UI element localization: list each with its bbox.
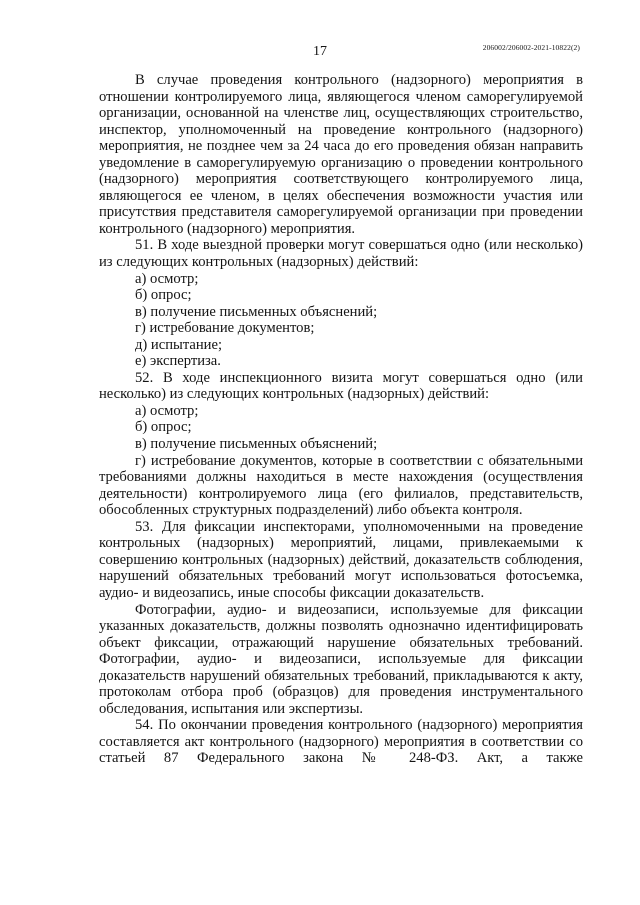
list-item: б) опрос;	[135, 419, 192, 436]
paragraph-51: 51. В ходе выездной проверки могут совершаться одно (или несколько) из следующих контрольных (надзорных) действий:	[99, 237, 583, 271]
list-item: а) осмотр;	[135, 270, 199, 287]
paragraph-photo-evidence: Фотографии, аудио- и видеозаписи, используемые для фиксации указанных доказательств, должны позволять однозначно идентифицировать объект фиксации, отражающий нарушение обязательных требований. Фотографии, аудио- и видеозаписи, используемые для фиксации доказательств нарушений обязательных требований, прикладываются к акту, протоколам отбора проб (образцов) для проведения инструментального обследования, испытания или экспертизы.	[99, 601, 583, 717]
paragraph-sro-notification: В случае проведения контрольного (надзорного) мероприятия в отношении контролируемого лица, являющегося членом саморегулируемой организации, основанной на членстве лиц, осуществляющих строительство, инспектор, уполномоченный на проведение контрольного (надзорного) мероприятия, не позднее чем за 24 часа до его проведения обязан направить уведомление в саморегулируемую организацию о проведении контрольного (надзорного) мероприятия соответствующего контролируемого лица, являющегося ее членом, в целях обеспечения возможности участия или присутствия представителя саморегулируемой организации при проведении контрольного (надзорного) мероприятия.	[99, 72, 583, 237]
document-body	[99, 72, 583, 767]
paragraph-52: 52. В ходе инспекционного визита могут совершаться одно (или несколько) из следующих контрольных (надзорных) действий:	[99, 369, 583, 403]
list-item: е) экспертиза.	[135, 353, 221, 370]
list-item: а) осмотр;	[135, 402, 199, 419]
list-item: б) опрос;	[135, 287, 192, 304]
list-item-documents: г) истребование документов, которые в соответствии с обязательными требованиями должны находиться в месте нахождения (осуществления деятельности) контролируемого лица (его филиалов, представительств, обособленных структурных подразделений) либо объекта контроля.	[99, 452, 583, 519]
document-id: 206002/206002-2021-10822(2)	[482, 43, 580, 52]
list-item: в) получение письменных объяснений;	[135, 303, 378, 320]
paragraph-53: 53. Для фиксации инспекторами, уполномоченными на проведение контрольных (надзорных) мероприятий, лицами, привлекаемыми к совершению контрольных (надзорных) действий, доказательств соблюдения, нарушений обязательных требований могут использоваться фотосъемка, аудио- и видеозапись, иные способы фиксации доказательств.	[99, 518, 583, 601]
list-item: в) получение письменных объяснений;	[135, 436, 378, 453]
paragraph-54: 54. По окончании проведения контрольного (надзорного) мероприятия составляется акт контрольного (надзорного) мероприятия в соответствии со статьей 87 Федерального закона № 248-ФЗ. Акт, а также	[99, 717, 583, 767]
list-item: г) истребование документов;	[135, 320, 315, 337]
page-number: 17	[313, 44, 327, 59]
list-item: д) испытание;	[135, 336, 223, 353]
